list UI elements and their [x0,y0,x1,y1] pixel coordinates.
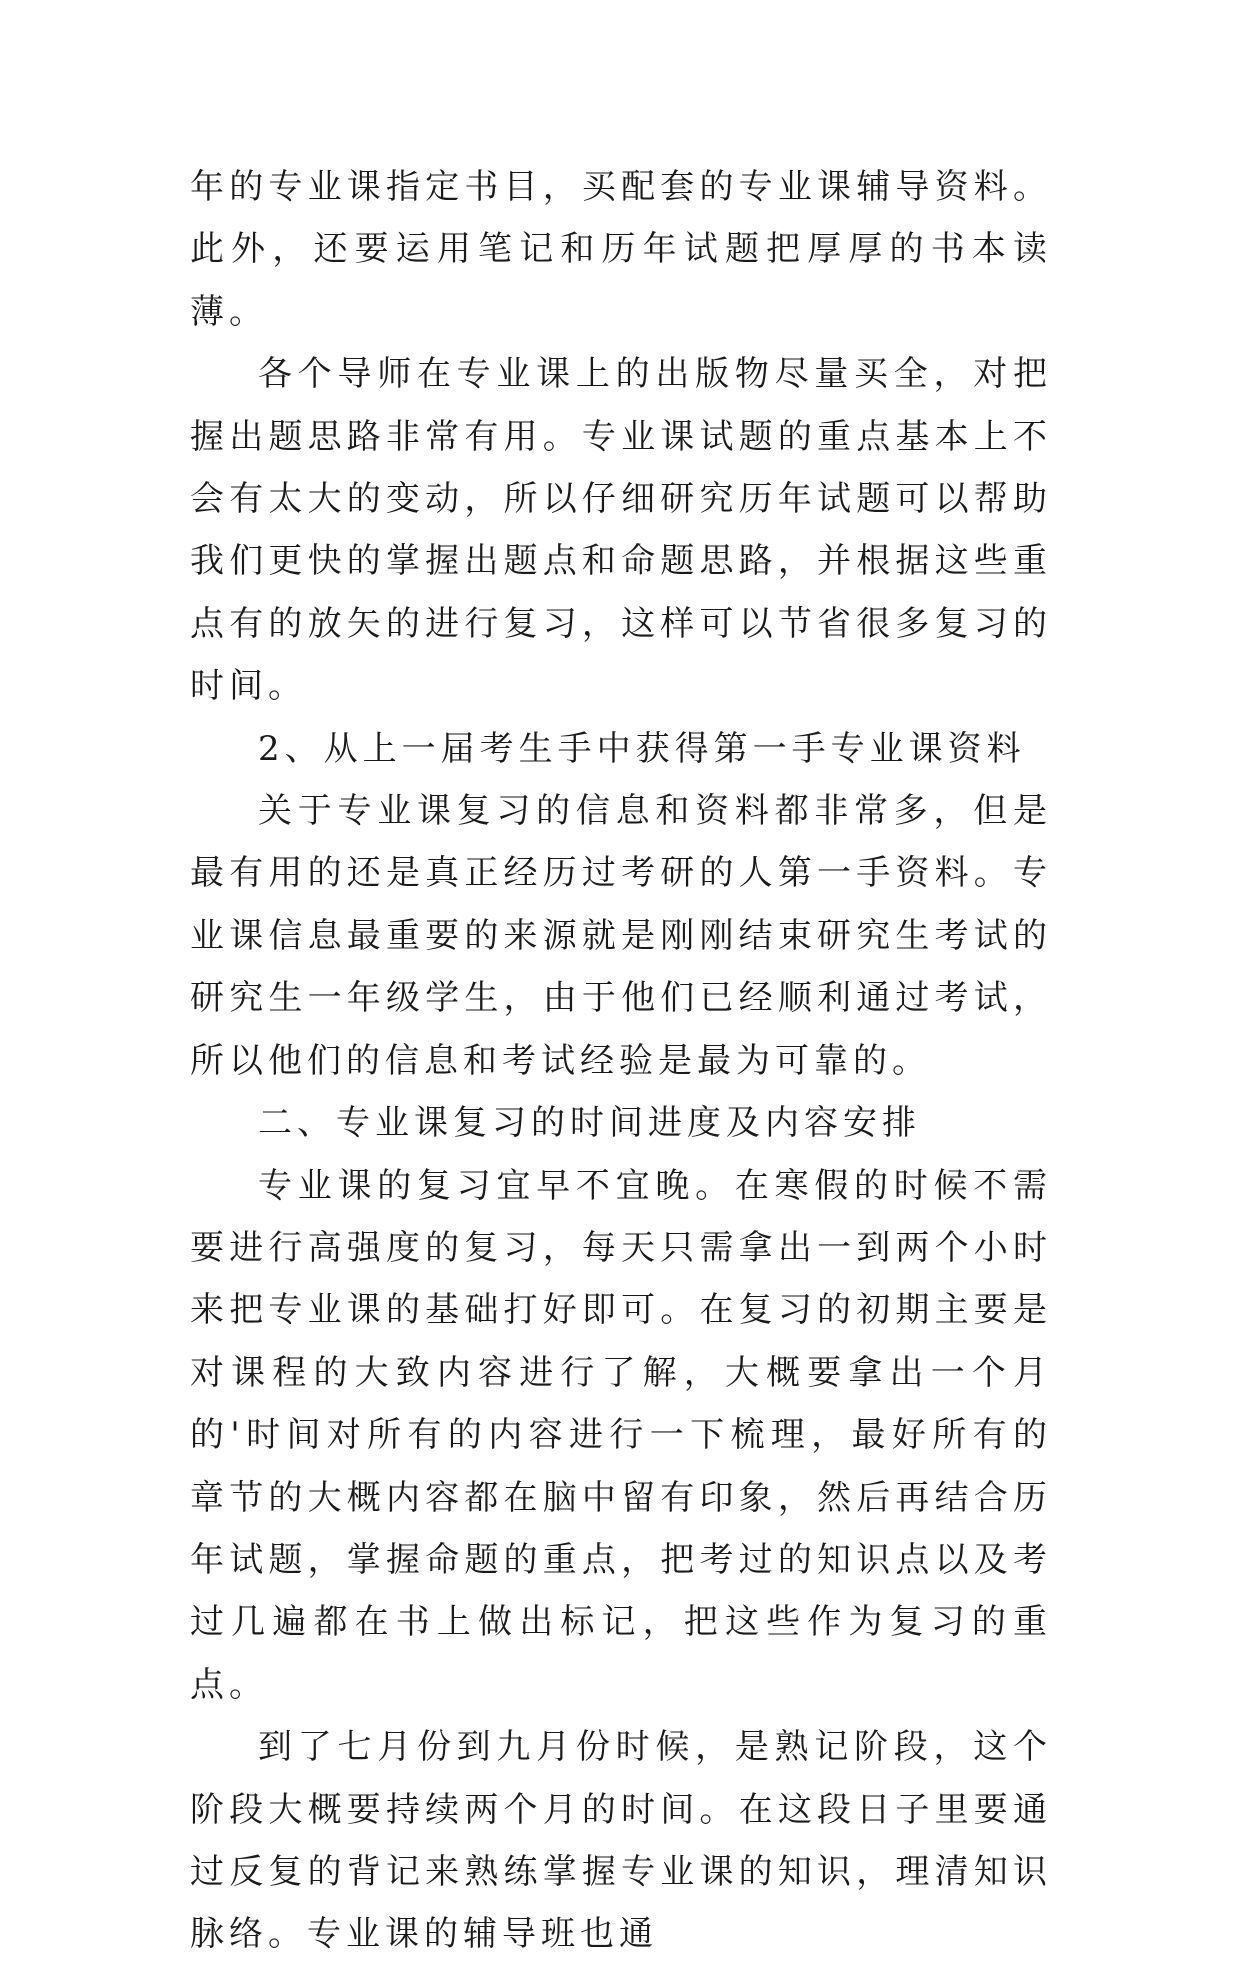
section-heading-2: 2、从上一届考生手中获得第一手专业课资料 [258,728,1026,769]
paragraph-3: 关于专业课复习的信息和资料都非常多，但是最有用的还是真正经历过考研的人第一手资料。专业课信息最重要的来源就是刚刚结束研究生考试的研究生一年级学生，由于他们已经顺利通过考试，所以他们的信息和考试经验是最为可靠的。 [190,791,1052,1081]
document-body [190,156,1052,1966]
paragraph-2: 各个导师在专业课上的出版物尽量买全，对把握出题思路非常有用。专业课试题的重点基本上不会有太大的变动，所以仔细研究历年试题可以帮助我们更快的掌握出题点和命题思路，并根据这些重点有的放矢的进行复习，这样可以节省很多复习的时间。 [190,354,1052,707]
paragraph-4: 专业课的复习宜早不宜晚。在寒假的时候不需要进行高强度的复习，每天只需拿出一到两个小时来把专业课的基础打好即可。在复习的初期主要是对课程的大致内容进行了解，大概要拿出一个月的'时间对所有的内容进行一下梳理，最好所有的章节的大概内容都在脑中留有印象，然后再结合历年试题，掌握命题的重点，把考过的知识点以及考过几遍都在书上做出标记，把这些作为复习的重点。 [190,1165,1052,1705]
paragraph-1: 年的专业课指定书目，买配套的专业课辅导资料。此外，还要运用笔记和历年试题把厚厚的书本读薄。 [190,167,1052,332]
paragraph-5: 到了七月份到九月份时候，是熟记阶段，这个阶段大概要持续两个月的时间。在这段日子里要通过反复的背记来熟练掌握专业课的知识，理清知识脉络。专业课的辅导班也通 [190,1727,1052,1955]
section-heading-two: 二、专业课复习的时间进度及内容安排 [258,1103,921,1144]
